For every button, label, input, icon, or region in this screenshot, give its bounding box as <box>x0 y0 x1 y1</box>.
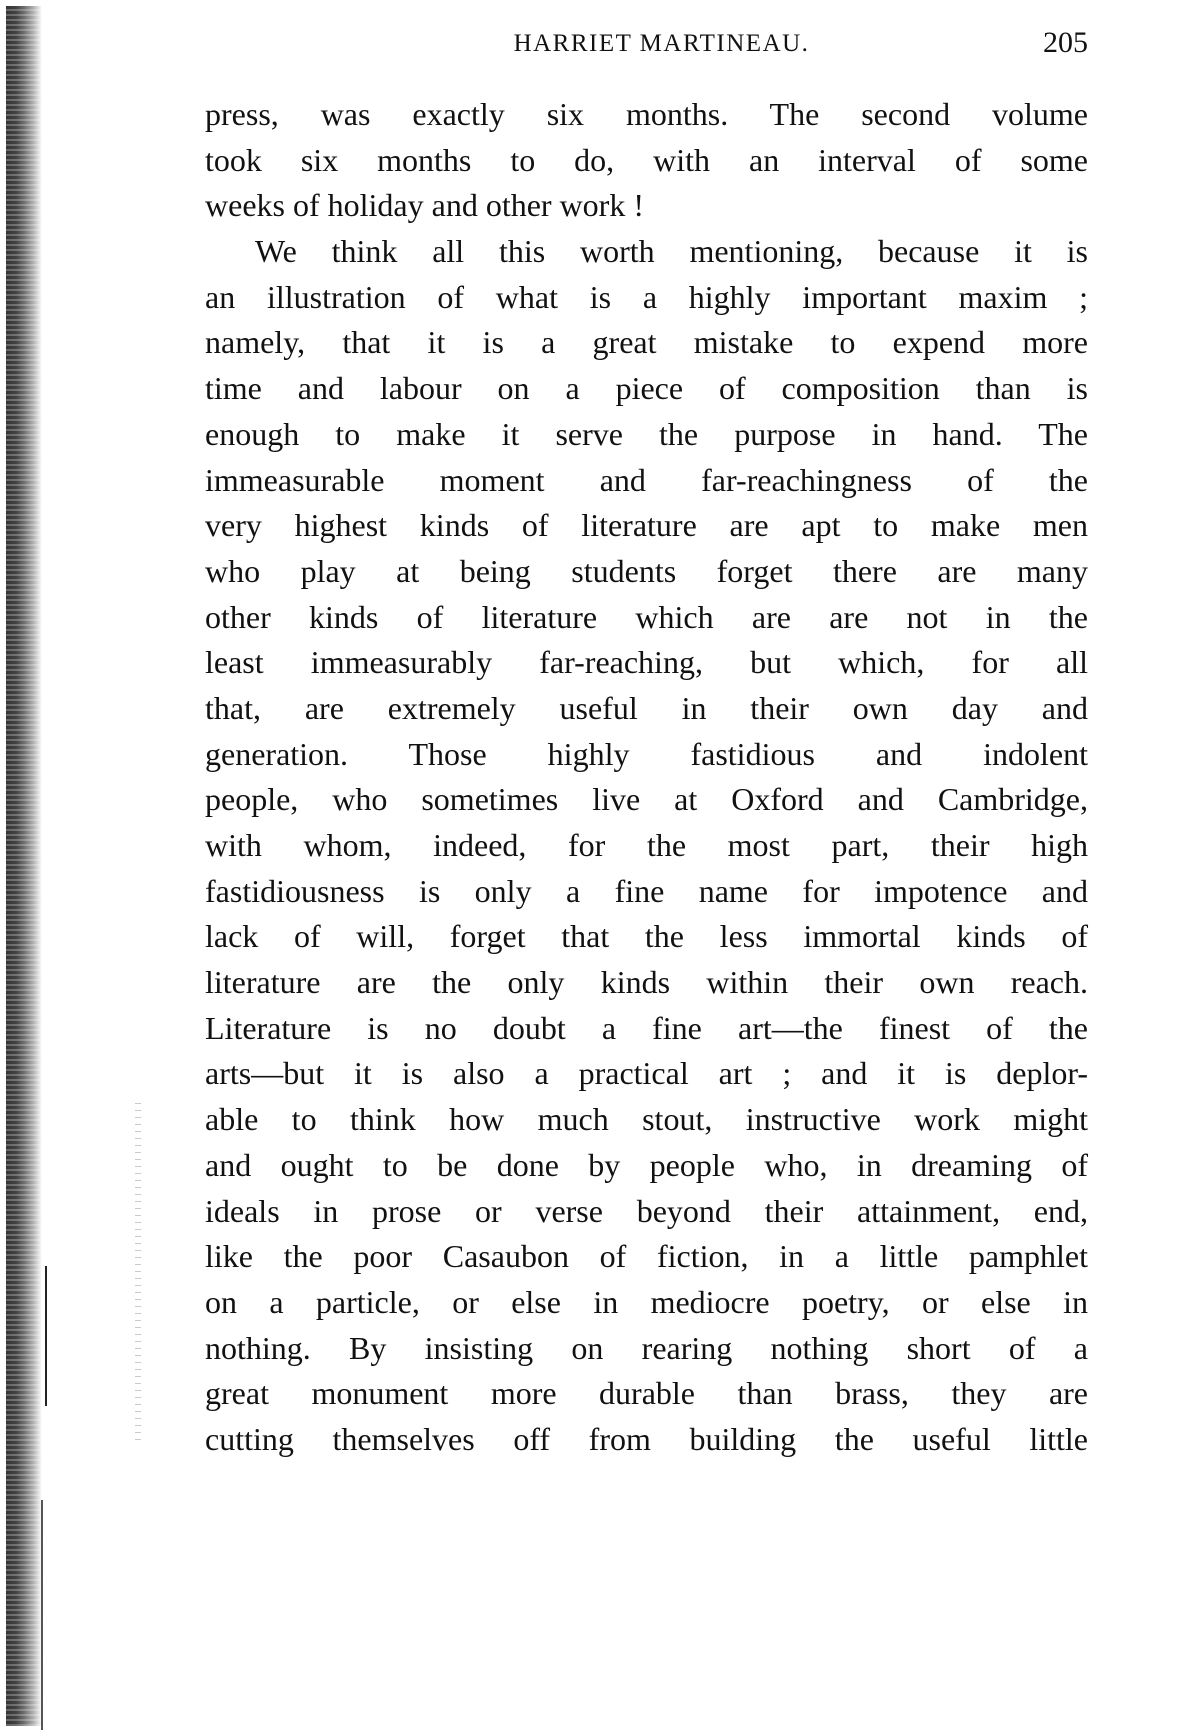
text-line: like the poor Casaubon of fiction, in a little pamphlet <box>205 1238 1088 1275</box>
text-line: an illustration of what is a highly important maxim ; <box>205 278 1088 315</box>
text-line: literature are the only kinds within their own reach. <box>205 964 1088 1001</box>
text-line: great monument more durable than brass, they are <box>205 1375 1088 1412</box>
text-line: other kinds of literature which are are not in the <box>205 598 1088 635</box>
text-line: on a particle, or else in mediocre poetry, or else in <box>205 1283 1088 1320</box>
running-head-title: HARRIET MARTINEAU. <box>513 30 810 57</box>
text-line: took six months to do, with an interval of some <box>205 141 1088 178</box>
text-line: lack of will, forget that the less immortal kinds of <box>205 918 1088 955</box>
text-line: people, who sometimes live at Oxford and Cambridge, <box>205 781 1088 818</box>
text-line: press, was exactly six months. The second volume <box>205 96 1088 132</box>
text-line: with whom, indeed, for the most part, their high <box>205 827 1088 863</box>
text-line: enough to make it serve the purpose in hand. The <box>205 415 1088 452</box>
text-line: and ought to be done by people who, in dreaming of <box>205 1146 1088 1183</box>
margin-mark <box>41 1500 43 1730</box>
scan-noise <box>135 1100 141 1440</box>
text-line: very highest kinds of literature are apt to make men <box>205 507 1088 544</box>
text-line: fastidiousness is only a fine name for impotence and <box>205 872 1088 909</box>
text-line: able to think how much stout, instructive work might <box>205 1101 1088 1138</box>
body-text <box>205 92 1088 1463</box>
text-line: least immeasurably far-reaching, but which, for all <box>205 644 1088 681</box>
text-line: generation. Those highly fastidious and indolent <box>205 735 1088 772</box>
paragraph-start-line: We think all this worth mentioning, because it is <box>255 233 1088 270</box>
text-line: arts—but it is also a practical art ; and it is deplor- <box>205 1055 1088 1092</box>
text-line: namely, that it is a great mistake to expend more <box>205 324 1088 361</box>
text-line: Literature is no doubt a fine art—the finest of the <box>205 1009 1088 1046</box>
text-line: immeasurable moment and far-reachingness of the <box>205 461 1088 498</box>
running-head <box>205 26 1088 66</box>
page-number: 205 <box>1043 26 1088 59</box>
text-line: who play at being students forget there are many <box>205 552 1088 589</box>
text-line: time and labour on a piece of composition than is <box>205 370 1088 407</box>
text-line: cutting themselves off from building the useful little <box>205 1420 1088 1457</box>
margin-mark <box>45 1266 47 1406</box>
text-line: that, are extremely useful in their own day and <box>205 689 1088 726</box>
text-line: nothing. By insisting on rearing nothing short of a <box>205 1329 1088 1366</box>
text-line: weeks of holiday and other work ! <box>205 187 644 224</box>
book-binding-edge <box>6 6 42 1726</box>
text-line: ideals in prose or verse beyond their attainment, end, <box>205 1192 1088 1229</box>
